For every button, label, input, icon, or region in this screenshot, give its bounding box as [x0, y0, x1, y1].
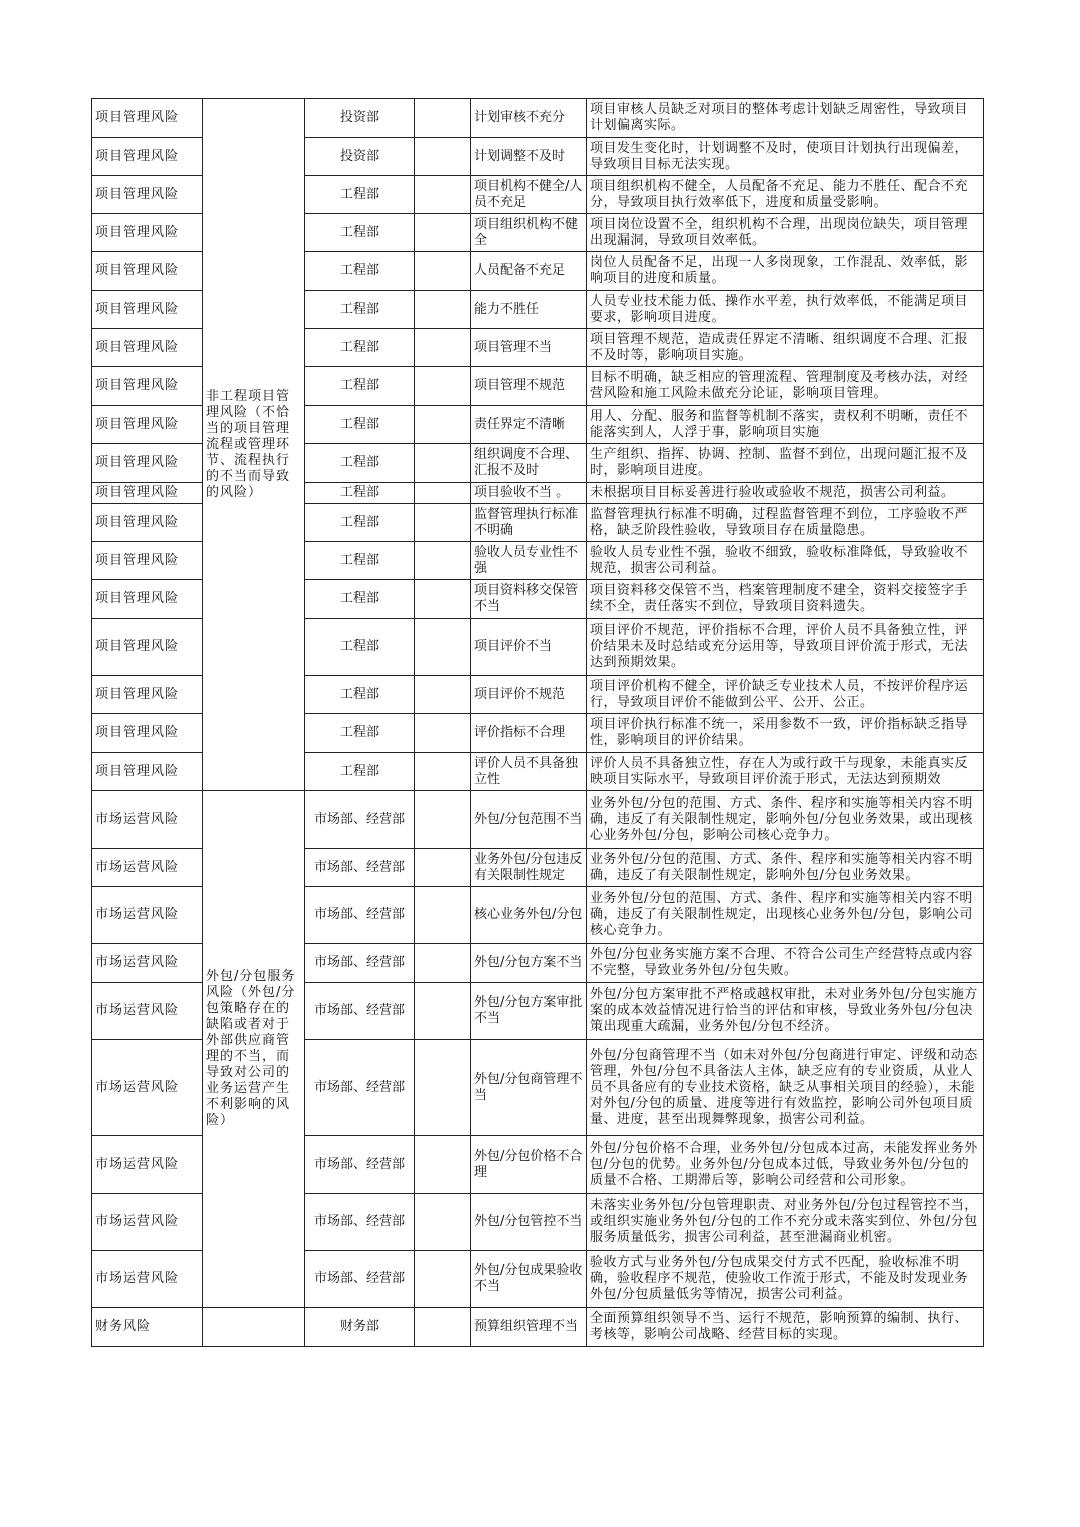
- risk-subcategory-cell: 外包/分包服务风险（外包/分包策略存在的缺陷或者对于外部供应商管理的不当，而导致对公司的业务运营产生不利影响的风险）: [203, 791, 305, 1308]
- risk-item-cell: 项目管理不规范: [471, 367, 587, 406]
- risk-description-cell: 项目评价不规范，评价指标不合理，评价人员不具备独立性，评价结果未及时总结或充分运用等，导致项目评价流于形式，无法达到预期效果。: [587, 619, 984, 676]
- table-row: [92, 99, 984, 138]
- responsible-dept-cell: 投资部: [305, 138, 415, 176]
- risk-category-cell: 项目管理风险: [92, 214, 203, 252]
- blank-cell: [415, 406, 471, 444]
- risk-category-cell: 市场运营风险: [92, 1040, 203, 1136]
- blank-cell: [415, 542, 471, 580]
- risk-category-cell: 市场运营风险: [92, 849, 203, 887]
- risk-description-cell: 外包/分包商管理不当（如未对外包/分包商进行审定、评级和动态管理，外包/分包不具备法人主体，缺乏应有的专业资质，从业人员不具备应有的专业技术资格，缺乏从事相关项目的经验），未能对外包/分包的质量、进度等进行有效监控，影响公司外包项目质量、进度，甚至出现舞弊现象，损害公司利益。: [587, 1040, 984, 1136]
- risk-description-cell: 外包/分包业务实施方案不合理、不符合公司生产经营特点或内容不完整，导致业务外包/分包失败。: [587, 944, 984, 983]
- responsible-dept-cell: 工程部: [305, 676, 415, 714]
- risk-category-cell: 市场运营风险: [92, 944, 203, 983]
- risk-item-cell: 评价指标不合理: [471, 714, 587, 753]
- risk-item-cell: 预算组织管理不当: [471, 1308, 587, 1347]
- risk-item-cell: 外包/分包范围不当: [471, 791, 587, 849]
- responsible-dept-cell: 工程部: [305, 542, 415, 580]
- risk-description-cell: 业务外包/分包的范围、方式、条件、程序和实施等相关内容不明确，违反了有关限制性规定，影响外包/分包业务效果，或出现核心业务外包/分包，影响公司核心竞争力。: [587, 791, 984, 849]
- blank-cell: [415, 944, 471, 983]
- risk-item-cell: 核心业务外包/分包: [471, 887, 587, 944]
- blank-cell: [415, 138, 471, 176]
- responsible-dept-cell: 工程部: [305, 367, 415, 406]
- blank-cell: [415, 252, 471, 291]
- risk-item-cell: 外包/分包成果验收不当: [471, 1251, 587, 1308]
- risk-category-cell: 项目管理风险: [92, 444, 203, 483]
- responsible-dept-cell: 市场部、经营部: [305, 849, 415, 887]
- responsible-dept-cell: 工程部: [305, 176, 415, 214]
- risk-item-cell: 计划审核不充分: [471, 99, 587, 138]
- responsible-dept-cell: 市场部、经营部: [305, 1251, 415, 1308]
- blank-cell: [415, 367, 471, 406]
- risk-table: [91, 98, 984, 1347]
- risk-category-cell: 项目管理风险: [92, 329, 203, 367]
- risk-description-cell: 项目管理不规范，造成责任界定不清晰、组织调度不合理、汇报不及时等，影响项目实施。: [587, 329, 984, 367]
- blank-cell: [415, 444, 471, 483]
- risk-category-cell: 市场运营风险: [92, 983, 203, 1040]
- risk-category-cell: 市场运营风险: [92, 887, 203, 944]
- risk-category-cell: 项目管理风险: [92, 753, 203, 791]
- responsible-dept-cell: 市场部、经营部: [305, 1136, 415, 1194]
- responsible-dept-cell: 工程部: [305, 329, 415, 367]
- risk-category-cell: 项目管理风险: [92, 99, 203, 138]
- risk-item-cell: 组织调度不合理、汇报不及时: [471, 444, 587, 483]
- risk-description-cell: 业务外包/分包的范围、方式、条件、程序和实施等相关内容不明确，违反了有关限制性规定，影响外包/分包业务效果。: [587, 849, 984, 887]
- risk-item-cell: 项目验收不当 。: [471, 483, 587, 504]
- responsible-dept-cell: 工程部: [305, 483, 415, 504]
- blank-cell: [415, 619, 471, 676]
- responsible-dept-cell: 市场部、经营部: [305, 1040, 415, 1136]
- blank-cell: [415, 214, 471, 252]
- risk-description-cell: 监督管理执行标准不明确，过程监督管理不到位，工序验收不严格，缺乏阶段性验收，导致项目存在质量隐患。: [587, 504, 984, 542]
- risk-item-cell: 监督管理执行标准不明确: [471, 504, 587, 542]
- risk-description-cell: 目标不明确，缺乏相应的管理流程、管理制度及考核办法，对经营风险和施工风险未做充分论证，影响项目管理。: [587, 367, 984, 406]
- risk-item-cell: 外包/分包方案审批不当: [471, 983, 587, 1040]
- blank-cell: [415, 504, 471, 542]
- blank-cell: [415, 483, 471, 504]
- blank-cell: [415, 849, 471, 887]
- responsible-dept-cell: 工程部: [305, 214, 415, 252]
- blank-cell: [415, 1194, 471, 1251]
- risk-description-cell: 项目审核人员缺乏对项目的整体考虑计划缺乏周密性，导致项目计划偏离实际。: [587, 99, 984, 138]
- risk-category-cell: 市场运营风险: [92, 1251, 203, 1308]
- risk-item-cell: 项目管理不当: [471, 329, 587, 367]
- risk-item-cell: 外包/分包价格不合理: [471, 1136, 587, 1194]
- responsible-dept-cell: 市场部、经营部: [305, 791, 415, 849]
- risk-item-cell: 验收人员专业性不强: [471, 542, 587, 580]
- blank-cell: [415, 791, 471, 849]
- responsible-dept-cell: 市场部、经营部: [305, 983, 415, 1040]
- risk-category-cell: 项目管理风险: [92, 504, 203, 542]
- risk-table-body: [92, 99, 984, 1347]
- risk-category-cell: 项目管理风险: [92, 252, 203, 291]
- risk-description-cell: 外包/分包价格不合理，业务外包/分包成本过高，未能发挥业务外包/分包的优势。业务外包/分包成本过低，导致业务外包/分包的质量不合格、工期滞后等，影响公司经营和公司形象。: [587, 1136, 984, 1194]
- responsible-dept-cell: 工程部: [305, 444, 415, 483]
- risk-item-cell: 项目评价不规范: [471, 676, 587, 714]
- risk-category-cell: 项目管理风险: [92, 138, 203, 176]
- risk-item-cell: 项目机构不健全/人员不充足: [471, 176, 587, 214]
- risk-description-cell: 岗位人员配备不足，出现一人多岗现象，工作混乱、效率低，影响项目的进度和质量。: [587, 252, 984, 291]
- responsible-dept-cell: 市场部、经营部: [305, 887, 415, 944]
- blank-cell: [415, 753, 471, 791]
- risk-description-cell: 项目发生变化时，计划调整不及时，使项目计划执行出现偏差，导致项目目标无法实现。: [587, 138, 984, 176]
- responsible-dept-cell: 市场部、经营部: [305, 1194, 415, 1251]
- risk-category-cell: 项目管理风险: [92, 483, 203, 504]
- risk-description-cell: 评价人员不具备独立性，存在人为或行政干与现象，未能真实反映项目实际水平，导致项目评价流于形式，无法达到预期效: [587, 753, 984, 791]
- risk-subcategory-cell: 非工程项目管理风险（不恰当的项目管理流程或管理环节、流程执行的不当而导致的风险）: [203, 99, 305, 791]
- blank-cell: [415, 291, 471, 329]
- risk-description-cell: 项目组织机构不健全，人员配备不充足、能力不胜任、配合不充分，导致项目执行效率低下，进度和质量受影响。: [587, 176, 984, 214]
- risk-item-cell: 责任界定不清晰: [471, 406, 587, 444]
- risk-category-cell: 项目管理风险: [92, 542, 203, 580]
- blank-cell: [415, 1040, 471, 1136]
- risk-item-cell: 外包/分包管控不当: [471, 1194, 587, 1251]
- responsible-dept-cell: 财务部: [305, 1308, 415, 1347]
- responsible-dept-cell: 工程部: [305, 406, 415, 444]
- risk-description-cell: 项目评价执行标准不统一，采用参数不一致，评价指标缺乏指导性，影响项目的评价结果。: [587, 714, 984, 753]
- risk-category-cell: 项目管理风险: [92, 676, 203, 714]
- risk-description-cell: 未根据项目目标妥善进行验收或验收不规范，损害公司利益。: [587, 483, 984, 504]
- risk-category-cell: 项目管理风险: [92, 714, 203, 753]
- responsible-dept-cell: 工程部: [305, 580, 415, 619]
- risk-description-cell: 未落实业务外包/分包管理职责、对业务外包/分包过程管控不当，或组织实施业务外包/分包的工作不充分或未落实到位、外包/分包服务质量低劣，损害公司利益，甚至泄漏商业机密。: [587, 1194, 984, 1251]
- risk-category-cell: 市场运营风险: [92, 1136, 203, 1194]
- risk-category-cell: 项目管理风险: [92, 176, 203, 214]
- responsible-dept-cell: 工程部: [305, 619, 415, 676]
- risk-category-cell: 财务风险: [92, 1308, 203, 1347]
- risk-subcategory-cell: [203, 1308, 305, 1347]
- blank-cell: [415, 676, 471, 714]
- responsible-dept-cell: 工程部: [305, 714, 415, 753]
- risk-description-cell: 人员专业技术能力低、操作水平差，执行效率低，不能满足项目要求，影响项目进度。: [587, 291, 984, 329]
- risk-description-cell: 项目资料移交保管不当，档案管理制度不建全，资料交接签字手续不全，责任落实不到位，导致项目资料遗失。: [587, 580, 984, 619]
- table-row: [92, 791, 984, 849]
- risk-item-cell: 项目资料移交保管不当: [471, 580, 587, 619]
- risk-category-cell: 项目管理风险: [92, 580, 203, 619]
- table-row: [92, 1308, 984, 1347]
- responsible-dept-cell: 工程部: [305, 753, 415, 791]
- responsible-dept-cell: 投资部: [305, 99, 415, 138]
- risk-item-cell: 外包/分包商管理不当: [471, 1040, 587, 1136]
- blank-cell: [415, 99, 471, 138]
- risk-description-cell: 外包/分包方案审批不严格或越权审批，未对业务外包/分包实施方案的成本效益情况进行恰当的评估和审核，导致业务外包/分包决策出现重大疏漏，业务外包/分包不经济。: [587, 983, 984, 1040]
- blank-cell: [415, 714, 471, 753]
- responsible-dept-cell: 工程部: [305, 291, 415, 329]
- risk-description-cell: 验收方式与业务外包/分包成果交付方式不匹配，验收标准不明确，验收程序不规范，使验收工作流于形式，不能及时发现业务外包/分包质量低劣等情况，损害公司利益。: [587, 1251, 984, 1308]
- risk-description-cell: 全面预算组织领导不当、运行不规范，影响预算的编制、执行、考核等，影响公司战略、经营目标的实现。: [587, 1308, 984, 1347]
- risk-description-cell: 用人、分配、服务和监督等机制不落实，责权利不明晰，责任不能落实到人，人浮于事，影响项目实施: [587, 406, 984, 444]
- risk-description-cell: 生产组织、指挥、协调、控制、监督不到位，出现问题汇报不及时，影响项目进度。: [587, 444, 984, 483]
- risk-category-cell: 项目管理风险: [92, 619, 203, 676]
- risk-item-cell: 业务外包/分包违反有关限制性规定: [471, 849, 587, 887]
- risk-description-cell: 项目岗位设置不全，组织机构不合理，出现岗位缺失，项目管理出现漏洞，导致项目效率低。: [587, 214, 984, 252]
- risk-category-cell: 项目管理风险: [92, 367, 203, 406]
- blank-cell: [415, 1251, 471, 1308]
- risk-description-cell: 验收人员专业性不强，验收不细致，验收标准降低，导致验收不规范，损害公司利益。: [587, 542, 984, 580]
- risk-category-cell: 市场运营风险: [92, 791, 203, 849]
- risk-item-cell: 项目评价不当: [471, 619, 587, 676]
- blank-cell: [415, 580, 471, 619]
- responsible-dept-cell: 市场部、经营部: [305, 944, 415, 983]
- risk-description-cell: 项目评价机构不健全，评价缺乏专业技术人员，不按评价程序运行，导致项目评价不能做到公平、公开、公正。: [587, 676, 984, 714]
- risk-category-cell: 项目管理风险: [92, 406, 203, 444]
- risk-item-cell: 能力不胜任: [471, 291, 587, 329]
- risk-description-cell: 业务外包/分包的范围、方式、条件、程序和实施等相关内容不明确，违反了有关限制性规定，出现核心业务外包/分包，影响公司核心竞争力。: [587, 887, 984, 944]
- risk-item-cell: 评价人员不具备独立性: [471, 753, 587, 791]
- blank-cell: [415, 887, 471, 944]
- blank-cell: [415, 983, 471, 1040]
- responsible-dept-cell: 工程部: [305, 252, 415, 291]
- responsible-dept-cell: 工程部: [305, 504, 415, 542]
- blank-cell: [415, 329, 471, 367]
- risk-category-cell: 市场运营风险: [92, 1194, 203, 1251]
- risk-item-cell: 项目组织机构不健全: [471, 214, 587, 252]
- risk-item-cell: 人员配备不充足: [471, 252, 587, 291]
- risk-item-cell: 计划调整不及时: [471, 138, 587, 176]
- risk-category-cell: 项目管理风险: [92, 291, 203, 329]
- risk-item-cell: 外包/分包方案不当: [471, 944, 587, 983]
- blank-cell: [415, 1308, 471, 1347]
- blank-cell: [415, 1136, 471, 1194]
- blank-cell: [415, 176, 471, 214]
